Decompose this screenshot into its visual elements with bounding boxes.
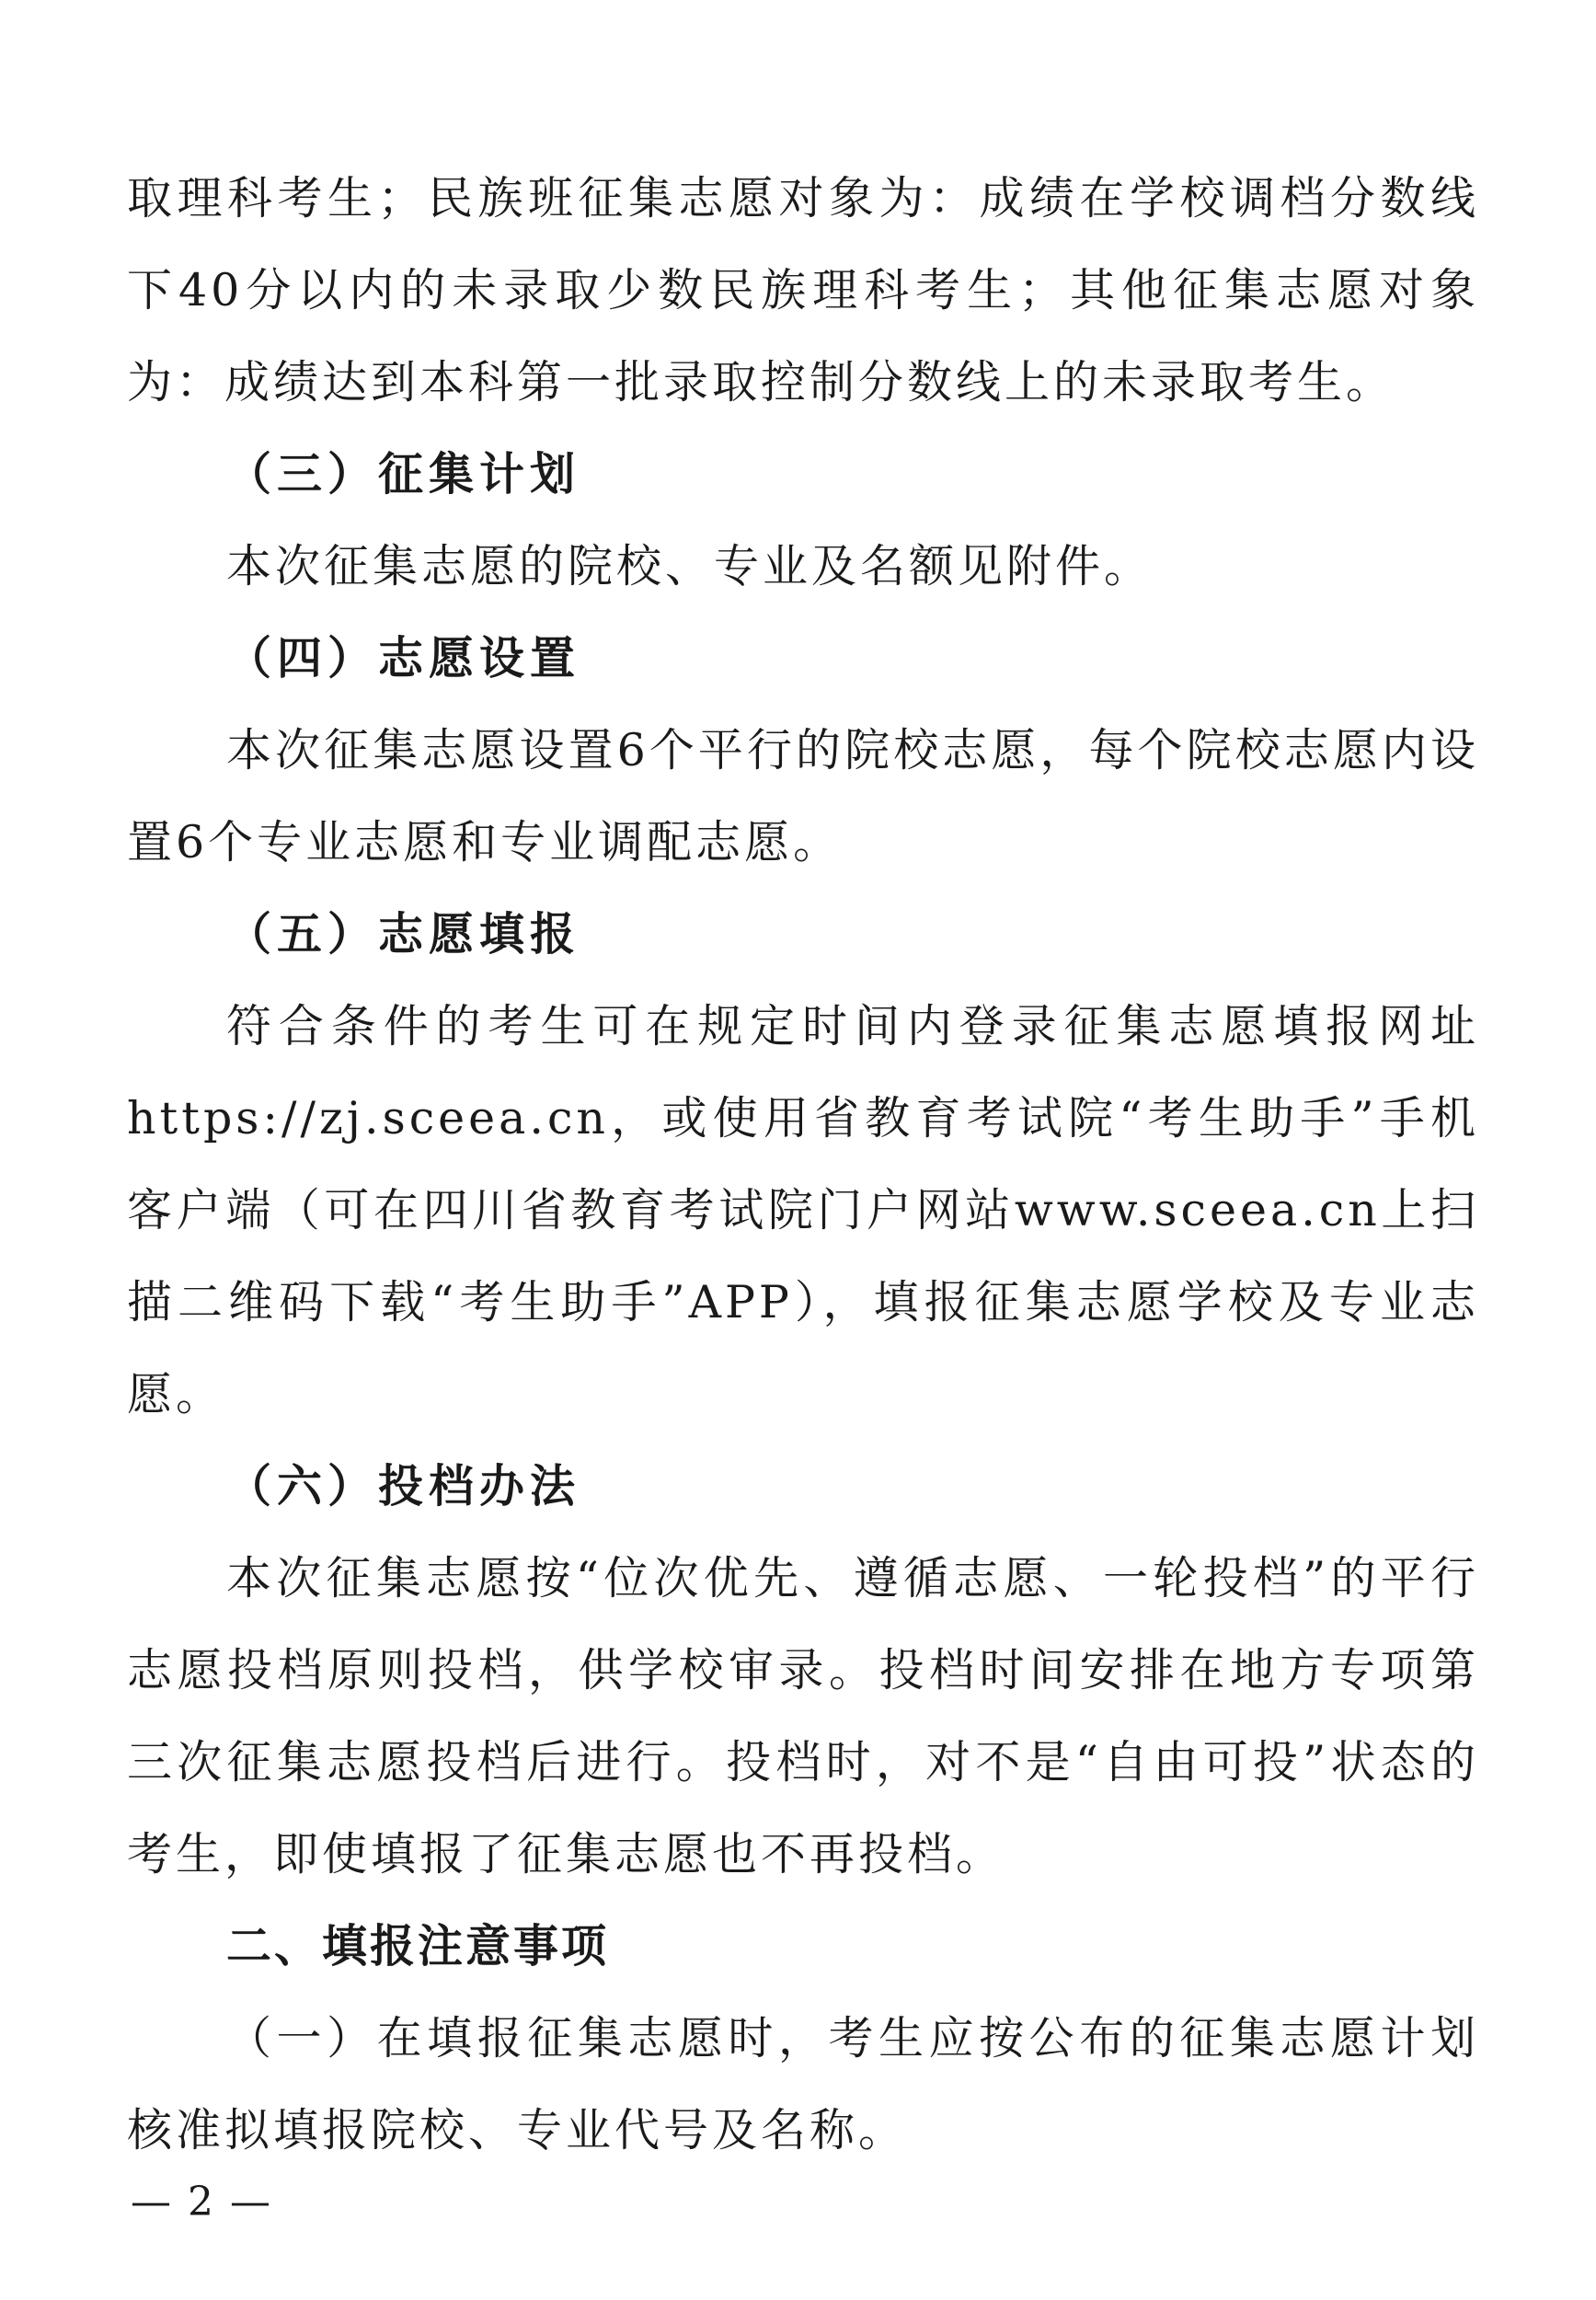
heading-application-filling: （五）志愿填报 xyxy=(226,908,581,960)
heading-filling-notes: 二、填报注意事项 xyxy=(226,1920,610,1972)
heading-application-setting: （四）志愿设置 xyxy=(226,632,581,684)
heading-enrollment-plan: （三）征集计划 xyxy=(226,448,581,500)
paragraph-enrollment-plan: 本次征集志愿的院校、专业及名额见附件。 xyxy=(226,540,1154,592)
paragraph-eligibility-continued: 取理科考生；民族班征集志愿对象为：成绩在学校调档分数线下40分以内的未录取少数民族理科考生；其他征集志愿对象为：成绩达到本科第一批录取控制分数线上的未录取考生。 xyxy=(127,172,1479,408)
paragraph-filling-note-1: （一）在填报征集志愿时，考生应按公布的征集志愿计划核准拟填报院校、专业代号及名称。 xyxy=(127,2012,1479,2156)
paragraph-application-filling: 符合条件的考生可在规定时间内登录征集志愿填报网址https://zj.sceea.cn，或使用省教育考试院“考生助手”手机客户端（可在四川省教育考试院门户网站www.sceea.cn上扫描二维码下载“考生助手”APP），填报征集志愿学校及专业志愿。 xyxy=(127,1000,1479,1420)
document-body xyxy=(127,153,1479,2177)
paragraph-application-setting: 本次征集志愿设置6个平行的院校志愿，每个院校志愿内设置6个专业志愿和专业调配志愿。 xyxy=(127,724,1479,868)
heading-submission-method: （六）投档办法 xyxy=(226,1460,581,1512)
paragraph-submission-method: 本次征集志愿按“位次优先、遵循志愿、一轮投档”的平行志愿投档原则投档，供学校审录。投档时间安排在地方专项第三次征集志愿投档后进行。投档时，对不是“自由可投”状态的考生，即使填报了征集志愿也不再投档。 xyxy=(127,1552,1479,1880)
page-number: — 2 — xyxy=(131,2179,272,2225)
